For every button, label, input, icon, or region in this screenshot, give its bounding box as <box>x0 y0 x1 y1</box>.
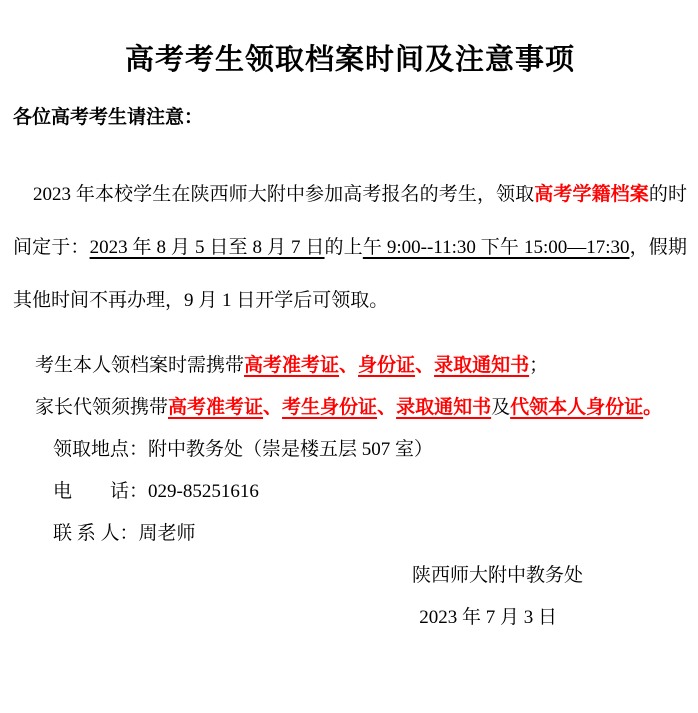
notice-document <box>0 42 698 639</box>
required-doc: 代领本人身份证 <box>510 397 644 418</box>
conjunction: 及 <box>491 397 511 418</box>
required-doc: 高考准考证 <box>168 397 264 418</box>
main-paragraph <box>13 168 687 327</box>
signature-date: 2023 年 7 月 3 日 <box>419 607 557 628</box>
required-doc: 身份证 <box>358 355 416 376</box>
parent-pickup-line <box>35 387 687 429</box>
doc-separator: 、 <box>339 355 359 376</box>
doc-separator: 、 <box>415 355 435 376</box>
parent-pickup-prefix: 家长代领须携带 <box>35 397 169 418</box>
contact-line <box>53 513 687 555</box>
required-doc: 录取通知书 <box>434 355 530 376</box>
signature-org: 陕西师大附中教务处 <box>411 565 583 586</box>
pickup-location-line <box>53 429 687 471</box>
phone-label: 电 话： <box>53 481 149 502</box>
phone-line <box>53 471 687 513</box>
pickup-times: 午 9:00--11:30 下午 15:00—17:30 <box>362 237 630 258</box>
paragraph-text: 2023 年本校学生在陕西师大附中参加高考报名的考生，领取 <box>33 184 535 205</box>
contact-value: 周老师 <box>138 523 196 544</box>
required-doc: 考生身份证 <box>282 397 378 418</box>
page-title: 高考考生领取档案时间及注意事项 <box>124 44 575 76</box>
location-value: 附中教务处（崇是楼五层 507 室） <box>148 439 434 460</box>
pickup-dates: 2023 年 8 月 5 日至 8 月 7 日 <box>89 237 325 258</box>
required-doc: 高考准考证 <box>244 355 340 376</box>
doc-separator: 、 <box>263 397 283 418</box>
paragraph-text: 的时间定于： <box>13 184 687 258</box>
doc-separator: 、 <box>377 397 397 418</box>
line-suffix: ； <box>529 355 549 376</box>
phone-value: 029-85251616 <box>148 481 259 502</box>
location-label: 领取地点： <box>53 439 149 460</box>
contact-label: 联 系 人： <box>53 523 139 544</box>
paragraph-text: 的上 <box>324 237 363 258</box>
emphasis-archive-name: 高考学籍档案 <box>534 184 649 205</box>
paragraph-text: ，假期其他时间不再办理，9 月 1 日开学后可领取。 <box>13 237 687 311</box>
greeting-line: 各位高考考生请注意： <box>13 107 204 128</box>
self-pickup-line <box>35 345 687 387</box>
required-doc: 录取通知书 <box>396 397 492 418</box>
line-suffix: 。 <box>643 397 663 418</box>
self-pickup-prefix: 考生本人领档案时需携带 <box>35 355 245 376</box>
